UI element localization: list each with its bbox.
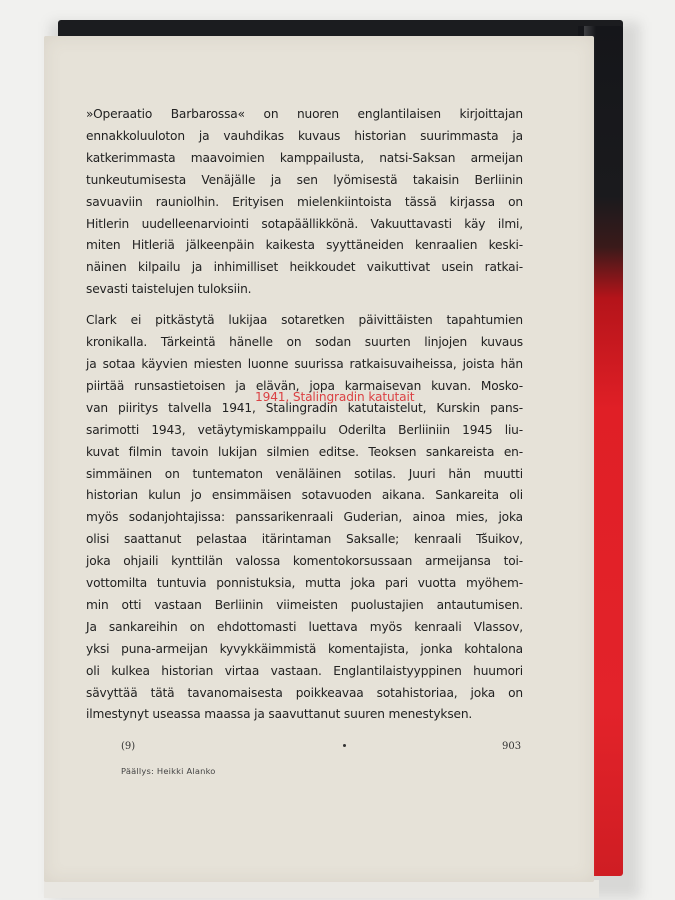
page-edge bbox=[44, 880, 599, 898]
text-line: van piiritys talvella 1941, Stalingradin katutaistelut, Kurskin pans- bbox=[86, 400, 523, 415]
text-line: Ja sankareihin on ehdottomasti luettava myös kenraali Vlassov, bbox=[86, 619, 523, 634]
text-line: Hitlerin uudelleenarviointi sotapäällikkönä. Vakuuttavasti käy ilmi, bbox=[86, 216, 523, 231]
print-code-left: (9) bbox=[121, 741, 136, 752]
text-line: olisi saattanut pelastaa itärintaman Saksalle; kenraali Tšuikov, bbox=[86, 532, 523, 547]
text-line: Clark ei pitkästytä lukijaa sotaretken päivittäisten tapahtumien bbox=[86, 313, 523, 328]
text-line: yksi puna-armeijan kyvykkäimmistä komentajista, jonka kohtalona bbox=[86, 641, 523, 656]
text-line: oli kulkea historian virtaa vastaan. Englantilaistyyppinen huumori bbox=[86, 663, 523, 678]
text-line: joka ohjaili kynttilän valossa komentokorsussaan armeijansa toi- bbox=[86, 554, 523, 569]
cover-design-credit: Päällys: Heikki Alanko bbox=[121, 766, 216, 776]
text-line: sevasti taistelujen tuloksiin. bbox=[86, 282, 252, 297]
text-line: savuaviin rauniolhin. Erityisen mielenkiintoista tässä kirjassa on bbox=[86, 194, 523, 209]
blurb-text bbox=[86, 104, 523, 726]
text-line: sävyttää tätä tavanomaisesta poikkeavaa sotahistoriaa, joka on bbox=[86, 685, 523, 700]
paragraph-1 bbox=[86, 104, 523, 301]
center-dot bbox=[343, 744, 346, 747]
text-line: ilmestynyt useassa maassa ja saavuttanut suuren menestyksen. bbox=[86, 707, 473, 722]
text-line: tunkeutumisesta Venäjälle ja sen lyömisestä takaisin Berliinin bbox=[86, 172, 523, 187]
text-line: min otti vastaan Berliinin viimeisten puolustajien antautumisen. bbox=[86, 597, 523, 612]
text-line: katkerimmasta maavoimien kamppailusta, natsi-Saksan armeijan bbox=[86, 150, 523, 165]
text-line: historian kulun jo ensimmäisen sotavuoden aikana. Sankareita oli bbox=[86, 488, 523, 503]
text-line: simmäinen on tuntematon venäläinen sotilas. Juuri hän muutti bbox=[86, 466, 523, 481]
text-line: sarimotti 1943, vetäytymiskamppailu Oderilta Berliiniin 1945 liu- bbox=[86, 422, 523, 437]
text-line: »Operaatio Barbarossa« on nuoren englantilaisen kirjoittajan bbox=[86, 107, 523, 121]
text-line: kuvat filmin tavoin lukijan silmien editse. Teoksen sankareista en- bbox=[86, 444, 523, 459]
paragraph-2 bbox=[86, 310, 523, 726]
text-line: kronikalla. Tärkeintä hänelle on sodan suurten linjojen kuvaus bbox=[86, 335, 523, 350]
text-line: piirtää runsastietoisen ja elävän, jopa karmaisevan kuvan. Mosko- bbox=[86, 378, 523, 393]
print-code-right: 903 bbox=[502, 741, 522, 752]
text-line: ennakkoluuloton ja vauhdikas kuvaus historian suurimmasta ja bbox=[86, 128, 523, 143]
text-line: miten Hitleriä jälkeenpäin kaikesta syyttäneiden kenraalien keski- bbox=[86, 238, 523, 253]
red-overprint-text: 1941, Stalingradin katutait bbox=[255, 390, 415, 404]
text-line: ja sotaa käyvien miesten luonne suurissa ratkaisuvaiheissa, joista hän bbox=[86, 356, 523, 371]
text-line: näinen kilpailu ja inhimilliset heikkoudet vaikuttivat usein ratkai- bbox=[86, 260, 523, 275]
text-line: vottomilta tuntuvia ponnistuksia, mutta joka pari vuotta myöhem- bbox=[86, 576, 523, 591]
text-line: myös sodanjohtajissa: panssarikenraali Guderian, ainoa mies, joka bbox=[86, 510, 523, 525]
